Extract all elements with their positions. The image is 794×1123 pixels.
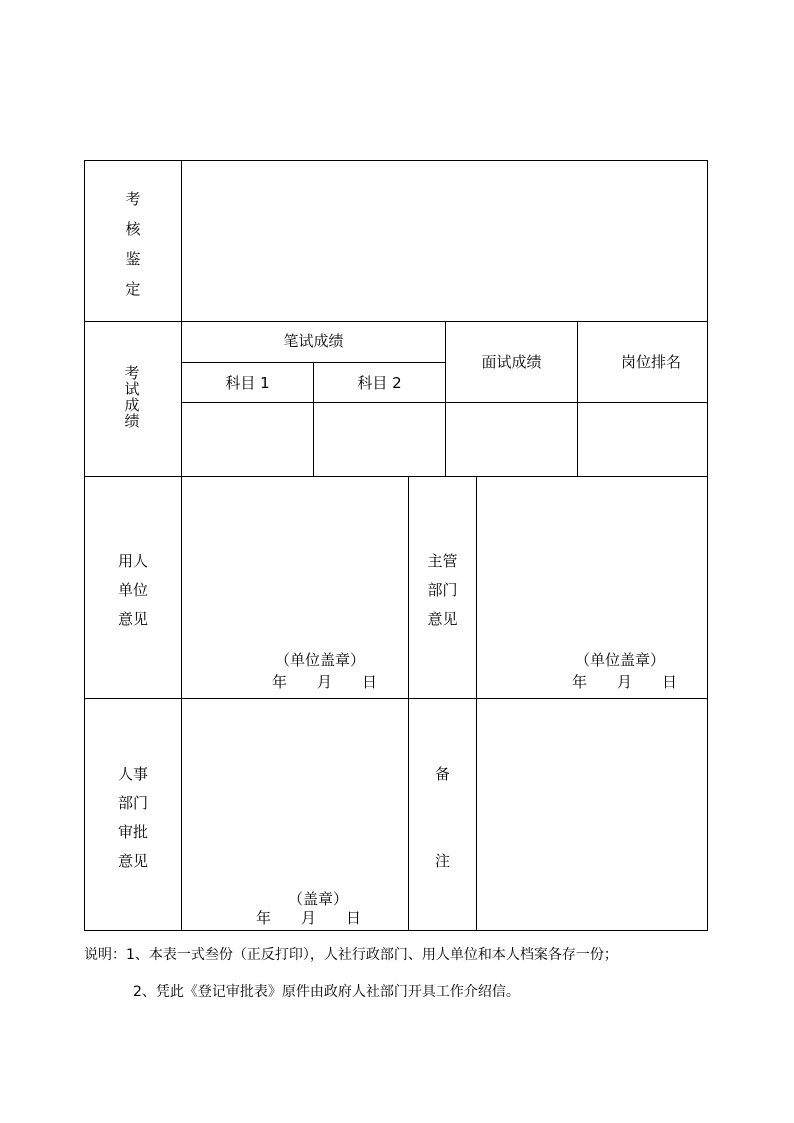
subject1-score-cell[interactable] [182, 403, 313, 476]
assessment-label-char: 考 [125, 190, 141, 208]
authority-label-line: 主管 [427, 552, 458, 570]
authority-label-line: 意见 [427, 610, 458, 628]
note-line-1: 说明：1、本表一式叁份（正反打印），人社行政部门、用人单位和本人档案各存一份； [84, 947, 618, 963]
authority-date: 年 月 日 [572, 673, 678, 691]
assessment-label-char: 定 [125, 280, 141, 298]
hr-seal: （盖章） [288, 890, 349, 908]
written-score-header: 笔试成绩 [283, 332, 344, 350]
column-divider [476, 476, 477, 930]
row-divider [85, 698, 707, 699]
subject2-header: 科目 2 [357, 374, 402, 392]
subject2-score-cell[interactable] [314, 403, 445, 476]
authority-label-line: 部门 [427, 581, 458, 599]
hr-label-line: 人事 [117, 765, 148, 783]
employer-seal: （单位盖章） [275, 651, 366, 669]
assessment-label-char: 鉴 [125, 250, 141, 268]
remarks-label-char: 备 [434, 765, 450, 783]
employer-label-line: 用人 [117, 552, 148, 570]
position-rank-cell[interactable] [578, 403, 707, 476]
row-divider [85, 476, 707, 477]
employer-label-line: 单位 [117, 581, 148, 599]
subject1-header: 科目 1 [225, 374, 270, 392]
remarks-label-char: 注 [434, 852, 450, 870]
note-line-2: 2、凭此《登记审批表》原件由政府人社部门开具工作介绍信。 [133, 984, 520, 1000]
row-divider [85, 321, 707, 322]
hr-label-line: 审批 [117, 823, 148, 841]
employer-date: 年 月 日 [272, 673, 378, 691]
hr-label-line: 部门 [117, 794, 148, 812]
hr-label-line: 意见 [117, 852, 148, 870]
authority-seal: （单位盖章） [575, 651, 666, 669]
interview-score-cell[interactable] [446, 403, 577, 476]
scores-label-char: 绩 [124, 412, 140, 430]
registration-approval-form [84, 160, 708, 931]
employer-label-line: 意见 [117, 610, 148, 628]
interview-score-header: 面试成绩 [481, 353, 542, 371]
position-rank-header: 岗位排名 [620, 353, 681, 371]
scores-label-char: 试 [124, 380, 140, 398]
scores-label-char: 考 [124, 364, 140, 382]
scores-label-char: 成 [124, 396, 140, 414]
assessment-label-char: 核 [125, 220, 141, 238]
hr-date: 年 月 日 [256, 909, 362, 927]
column-divider [181, 161, 182, 930]
